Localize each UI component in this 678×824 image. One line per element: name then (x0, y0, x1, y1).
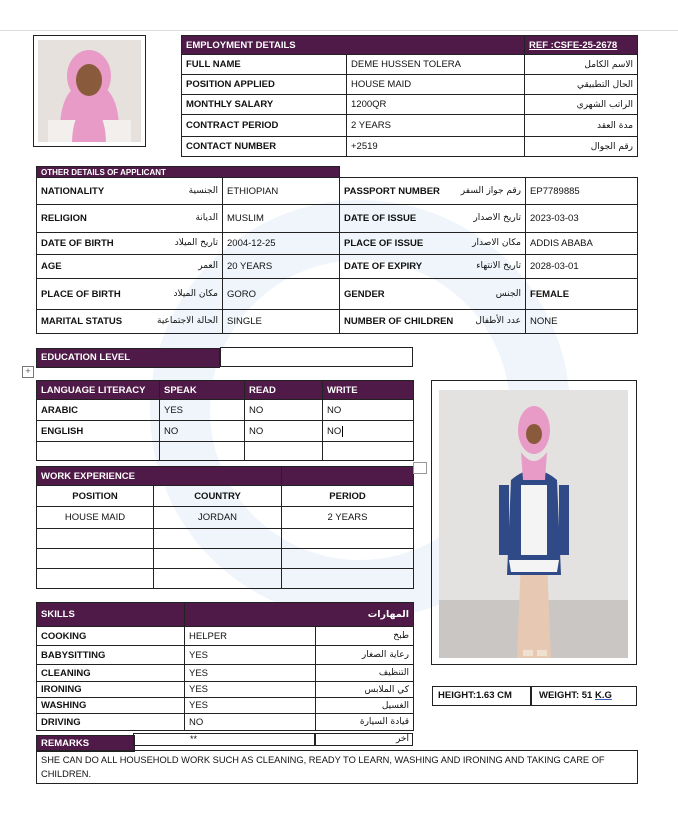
table-cell (245, 442, 323, 461)
contact-value: +2519 (347, 137, 525, 157)
skill-cleaning-value: YES (185, 665, 316, 682)
skill-cooking-ar: طبخ (316, 627, 414, 646)
skills-header-ar: المهارات (185, 603, 414, 627)
position-label-ar: الحال التطبيقي (525, 75, 638, 95)
age-value: 20 YEARS (223, 255, 340, 279)
height-label: HEIGHT:1.63 CM (432, 686, 531, 706)
skill-cooking-label: COOKING (37, 627, 185, 646)
skill-cleaning-label: CLEANING (37, 665, 185, 682)
place-of-birth-label: PLACE OF BIRTH مكان الميلاد (37, 279, 223, 310)
skill-washing-value: YES (185, 698, 316, 714)
age-label: AGE العمر (37, 255, 223, 279)
reference-number: REF :CSFE-25-2678 (525, 36, 638, 55)
speak-header: SPEAK (160, 381, 245, 400)
work-experience-table (36, 466, 414, 589)
employment-table (181, 35, 638, 157)
full-name-value: DEME HUSSEN TOLERA (347, 55, 525, 75)
contract-value: 2 YEARS (347, 115, 525, 137)
dob-label: DATE OF BIRTH تاريخ الميلاد (37, 233, 223, 255)
table-cell (37, 529, 154, 549)
table-cell (323, 442, 414, 461)
remarks-mid: ** (133, 733, 315, 746)
skill-washing-ar: الغسيل (316, 698, 414, 714)
nationality-value: ETHIOPIAN (223, 178, 340, 205)
work-experience-header: WORK EXPERIENCE (37, 467, 282, 486)
children-value: NONE (526, 310, 638, 334)
skill-driving-label: DRIVING (37, 714, 185, 731)
weight-label: WEIGHT: 51 K.G (531, 686, 637, 706)
passport-value: EP7789885 (526, 178, 638, 205)
language-header: LANGUAGE LITERACY (37, 381, 160, 400)
remarks-text: SHE CAN DO ALL HOUSEHOLD WORK SUCH AS CLEANING, READY TO LEARN, WASHING AND IRONING AND TAKING CARE OF CHILDREN. (36, 750, 638, 784)
expiry-value: 2028-03-01 (526, 255, 638, 279)
remarks-label: REMARKS (36, 735, 135, 752)
table-cell (282, 529, 414, 549)
skills-header: SKILLS (37, 603, 185, 627)
write-header: WRITE (323, 381, 414, 400)
work-country-col: COUNTRY (154, 486, 282, 507)
gender-label: GENDER الجنس (340, 279, 526, 310)
work-position-col: POSITION (37, 486, 154, 507)
remarks-ar: اخر (315, 733, 413, 746)
education-value (220, 347, 413, 367)
contract-label-ar: مدة العقد (525, 115, 638, 137)
move-handle-icon[interactable]: + (22, 366, 34, 378)
dob-value: 2004-12-25 (223, 233, 340, 255)
small-marker-box (413, 462, 427, 474)
work-period-col: PERIOD (282, 486, 414, 507)
other-details-table (36, 166, 638, 334)
arabic-speak: YES (160, 400, 245, 421)
language-row-arabic: ARABIC (37, 400, 160, 421)
position-value: HOUSE MAID (347, 75, 525, 95)
marital-label: MARITAL STATUS الحالة الاجتماعية (37, 310, 223, 334)
contact-label-ar: رقم الجوال (525, 137, 638, 157)
skill-cooking-value: HELPER (185, 627, 316, 646)
table-cell (282, 549, 414, 569)
table-cell (37, 442, 160, 461)
salary-value: 1200QR (347, 95, 525, 115)
table-cell (154, 549, 282, 569)
english-read: NO (245, 421, 323, 442)
english-speak: NO (160, 421, 245, 442)
religion-label: RELIGION الديانة (37, 205, 223, 233)
other-details-header: OTHER DETAILS OF APPLICANT (37, 167, 340, 178)
skill-driving-ar: قيادة السيارة (316, 714, 414, 731)
table-cell (37, 569, 154, 589)
skill-babysitting-ar: رعاية الصغار (316, 646, 414, 665)
language-table (36, 380, 414, 461)
full-name-label-ar: الاسم الكامل (525, 55, 638, 75)
arabic-write: NO (323, 400, 414, 421)
place-of-issue-value: ADDIS ABABA (526, 233, 638, 255)
english-write: NO (323, 421, 414, 442)
place-of-birth-value: GORO (223, 279, 340, 310)
table-cell: HOUSE MAID (37, 507, 154, 529)
table-cell (154, 529, 282, 549)
table-cell: JORDAN (154, 507, 282, 529)
skills-table (36, 602, 414, 731)
skill-cleaning-ar: التنظيف (316, 665, 414, 682)
marital-value: SINGLE (223, 310, 340, 334)
table-cell: 2 YEARS (282, 507, 414, 529)
nationality-label: NATIONALITY الجنسية (37, 178, 223, 205)
top-rule (0, 30, 678, 31)
issue-date-label: DATE OF ISSUE تاريخ الاصدار (340, 205, 526, 233)
religion-value: MUSLIM (223, 205, 340, 233)
table-cell (160, 442, 245, 461)
contract-label: CONTRACT PERIOD (182, 115, 347, 137)
education-header: EDUCATION LEVEL (36, 348, 220, 368)
table-cell (154, 569, 282, 589)
expiry-label: DATE OF EXPIRY تاريخ الانتهاء (340, 255, 526, 279)
full-body-photo-frame (431, 380, 637, 665)
language-row-english: ENGLISH (37, 421, 160, 442)
skill-driving-value: NO (185, 714, 316, 731)
skill-ironing-value: YES (185, 682, 316, 698)
read-header: READ (245, 381, 323, 400)
children-label: NUMBER OF CHILDREN عدد الأطفال (340, 310, 526, 334)
full-body-photo (439, 390, 628, 658)
full-name-label: FULL NAME (182, 55, 347, 75)
contact-label: CONTACT NUMBER (182, 137, 347, 157)
position-label: POSITION APPLIED (182, 75, 347, 95)
passport-label: PASSPORT NUMBER رقم جواز السفر (340, 178, 526, 205)
table-cell (282, 569, 414, 589)
issue-date-value: 2023-03-03 (526, 205, 638, 233)
skill-babysitting-value: YES (185, 646, 316, 665)
skill-babysitting-label: BABYSITTING (37, 646, 185, 665)
salary-label: MONTHLY SALARY (182, 95, 347, 115)
skill-ironing-ar: كي الملابس (316, 682, 414, 698)
place-of-issue-label: PLACE OF ISSUE مكان الاصدار (340, 233, 526, 255)
table-cell (37, 549, 154, 569)
skill-ironing-label: IRONING (37, 682, 185, 698)
employment-header: EMPLOYMENT DETAILS (182, 36, 525, 55)
gender-value: FEMALE (526, 279, 638, 310)
arabic-read: NO (245, 400, 323, 421)
skill-washing-label: WASHING (37, 698, 185, 714)
salary-label-ar: الراتب الشهري (525, 95, 638, 115)
portrait-frame (33, 35, 146, 147)
portrait-photo (38, 40, 141, 142)
